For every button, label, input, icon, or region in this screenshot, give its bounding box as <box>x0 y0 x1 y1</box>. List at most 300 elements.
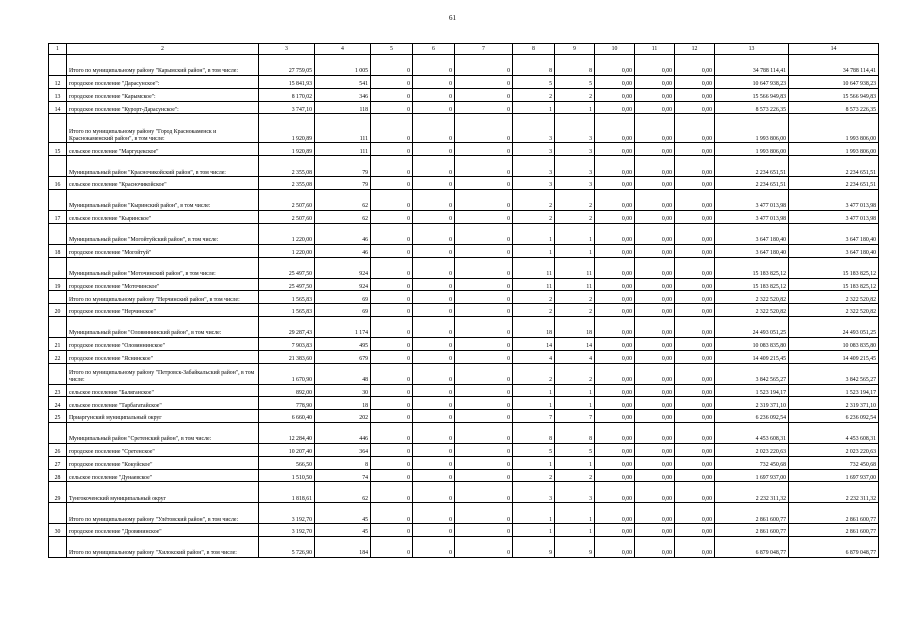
value-cell-c10: 0,00 <box>595 223 635 244</box>
value-cell-c8: 8 <box>513 55 555 76</box>
value-cell-c9: 1 <box>555 223 595 244</box>
row-name-cell: Муниципальный район "Моточинский район", в том числе: <box>67 257 259 278</box>
value-cell-c13: 2 861 600,77 <box>715 524 789 537</box>
row-name-cell: городское поселение "Могойтуй" <box>67 244 259 257</box>
row-number-cell: 19 <box>49 278 67 291</box>
value-cell-c12: 0,00 <box>675 88 715 101</box>
value-cell-c3: 2 507,60 <box>259 189 315 210</box>
value-cell-c14: 8 573 226,35 <box>789 101 879 114</box>
value-cell-c7: 0 <box>455 350 513 363</box>
value-cell-c11: 0,00 <box>635 278 675 291</box>
value-cell-c5: 0 <box>371 76 413 89</box>
value-cell-c8: 1 <box>513 223 555 244</box>
value-cell-c3: 6 660,40 <box>259 410 315 423</box>
value-cell-c12: 0,00 <box>675 537 715 558</box>
value-cell-c9: 8 <box>555 422 595 443</box>
value-cell-c12: 0,00 <box>675 524 715 537</box>
header-cell-7: 7 <box>455 44 513 55</box>
value-cell-c8: 3 <box>513 177 555 190</box>
value-cell-c12: 0,00 <box>675 469 715 482</box>
value-cell-c3: 3 192,70 <box>259 524 315 537</box>
value-cell-c9: 8 <box>555 55 595 76</box>
value-cell-c5: 0 <box>371 223 413 244</box>
row-number-cell <box>49 223 67 244</box>
table-row <box>49 304 879 317</box>
row-number-cell: 22 <box>49 350 67 363</box>
value-cell-c11: 0,00 <box>635 503 675 524</box>
value-cell-c4: 679 <box>315 350 371 363</box>
value-cell-c11: 0,00 <box>635 350 675 363</box>
value-cell-c9: 9 <box>555 537 595 558</box>
row-name-cell: Итого по муниципальному району "Улётовский район", в том числе: <box>67 503 259 524</box>
row-number-cell: 18 <box>49 244 67 257</box>
value-cell-c4: 45 <box>315 524 371 537</box>
value-cell-c11: 0,00 <box>635 363 675 384</box>
value-cell-c7: 0 <box>455 278 513 291</box>
value-cell-c12: 0,00 <box>675 410 715 423</box>
row-name-cell: сельское поселение "Маргуцекское" <box>67 143 259 156</box>
value-cell-c4: 18 <box>315 397 371 410</box>
value-cell-c6: 0 <box>413 210 455 223</box>
value-cell-c12: 0,00 <box>675 257 715 278</box>
value-cell-c13: 1 523 194,17 <box>715 384 789 397</box>
value-cell-c8: 1 <box>513 503 555 524</box>
value-cell-c7: 0 <box>455 257 513 278</box>
value-cell-c10: 0,00 <box>595 537 635 558</box>
value-cell-c8: 11 <box>513 278 555 291</box>
value-cell-c7: 0 <box>455 291 513 304</box>
row-name-cell: городское поселение "Оловяннинское" <box>67 337 259 350</box>
value-cell-c10: 0,00 <box>595 257 635 278</box>
value-cell-c14: 1 993 806,00 <box>789 143 879 156</box>
value-cell-c14: 2 319 371,10 <box>789 397 879 410</box>
value-cell-c5: 0 <box>371 257 413 278</box>
value-cell-c9: 2 <box>555 304 595 317</box>
value-cell-c10: 0,00 <box>595 524 635 537</box>
value-cell-c11: 0,00 <box>635 101 675 114</box>
value-cell-c4: 69 <box>315 304 371 317</box>
value-cell-c7: 0 <box>455 244 513 257</box>
value-cell-c14: 15 183 825,12 <box>789 257 879 278</box>
value-cell-c7: 0 <box>455 304 513 317</box>
value-cell-c3: 892,00 <box>259 384 315 397</box>
value-cell-c5: 0 <box>371 524 413 537</box>
value-cell-c14: 24 493 051,25 <box>789 316 879 337</box>
value-cell-c8: 2 <box>513 304 555 317</box>
value-cell-c6: 0 <box>413 291 455 304</box>
value-cell-c10: 0,00 <box>595 210 635 223</box>
row-number-cell <box>49 291 67 304</box>
value-cell-c3: 1 920,89 <box>259 114 315 143</box>
value-cell-c12: 0,00 <box>675 422 715 443</box>
row-name-cell: сельское поселение "Кыринское" <box>67 210 259 223</box>
value-cell-c4: 111 <box>315 143 371 156</box>
row-number-cell <box>49 316 67 337</box>
value-cell-c13: 2 234 651,51 <box>715 156 789 177</box>
header-cell-13: 13 <box>715 44 789 55</box>
value-cell-c9: 1 <box>555 524 595 537</box>
row-number-cell: 17 <box>49 210 67 223</box>
value-cell-c13: 2 023 220,63 <box>715 443 789 456</box>
value-cell-c4: 8 <box>315 456 371 469</box>
row-number-cell: 15 <box>49 143 67 156</box>
value-cell-c13: 2 319 371,10 <box>715 397 789 410</box>
value-cell-c9: 1 <box>555 244 595 257</box>
value-cell-c5: 0 <box>371 422 413 443</box>
value-cell-c13: 8 573 226,35 <box>715 101 789 114</box>
value-cell-c13: 1 697 937,00 <box>715 469 789 482</box>
value-cell-c11: 0,00 <box>635 456 675 469</box>
value-cell-c14: 1 523 194,17 <box>789 384 879 397</box>
header-row <box>49 44 879 55</box>
value-cell-c7: 0 <box>455 143 513 156</box>
value-cell-c12: 0,00 <box>675 443 715 456</box>
value-cell-c4: 118 <box>315 101 371 114</box>
table-row <box>49 76 879 89</box>
value-cell-c5: 0 <box>371 316 413 337</box>
value-cell-c3: 25 497,50 <box>259 278 315 291</box>
value-cell-c3: 29 287,43 <box>259 316 315 337</box>
value-cell-c8: 2 <box>513 469 555 482</box>
value-cell-c6: 0 <box>413 177 455 190</box>
value-cell-c10: 0,00 <box>595 88 635 101</box>
table-row <box>49 177 879 190</box>
value-cell-c4: 74 <box>315 469 371 482</box>
value-cell-c12: 0,00 <box>675 503 715 524</box>
table-row <box>49 257 879 278</box>
value-cell-c4: 46 <box>315 244 371 257</box>
value-cell-c12: 0,00 <box>675 223 715 244</box>
value-cell-c11: 0,00 <box>635 156 675 177</box>
value-cell-c14: 6 236 092,54 <box>789 410 879 423</box>
value-cell-c14: 4 453 608,31 <box>789 422 879 443</box>
value-cell-c13: 3 647 180,40 <box>715 223 789 244</box>
value-cell-c14: 3 647 180,40 <box>789 223 879 244</box>
row-number-cell: 30 <box>49 524 67 537</box>
header-cell-12: 12 <box>675 44 715 55</box>
row-name-cell: сельское поселение "Баляганское" <box>67 384 259 397</box>
row-number-cell <box>49 189 67 210</box>
row-number-cell <box>49 257 67 278</box>
table-body <box>49 55 879 558</box>
value-cell-c6: 0 <box>413 278 455 291</box>
value-cell-c11: 0,00 <box>635 384 675 397</box>
value-cell-c6: 0 <box>413 410 455 423</box>
value-cell-c11: 0,00 <box>635 337 675 350</box>
value-cell-c13: 2 322 520,82 <box>715 304 789 317</box>
table-row <box>49 363 879 384</box>
value-cell-c4: 111 <box>315 114 371 143</box>
value-cell-c3: 3 192,70 <box>259 503 315 524</box>
value-cell-c9: 14 <box>555 337 595 350</box>
table-row <box>49 316 879 337</box>
value-cell-c14: 34 788 114,41 <box>789 55 879 76</box>
table-row <box>49 443 879 456</box>
value-cell-c14: 15 566 949,83 <box>789 88 879 101</box>
value-cell-c3: 27 759,05 <box>259 55 315 76</box>
header-cell-11: 11 <box>635 44 675 55</box>
value-cell-c4: 924 <box>315 278 371 291</box>
row-number-cell: 21 <box>49 337 67 350</box>
value-cell-c7: 0 <box>455 537 513 558</box>
value-cell-c9: 1 <box>555 101 595 114</box>
value-cell-c5: 0 <box>371 189 413 210</box>
value-cell-c9: 5 <box>555 76 595 89</box>
value-cell-c6: 0 <box>413 422 455 443</box>
value-cell-c10: 0,00 <box>595 503 635 524</box>
value-cell-c6: 0 <box>413 363 455 384</box>
value-cell-c3: 25 497,50 <box>259 257 315 278</box>
value-cell-c10: 0,00 <box>595 363 635 384</box>
row-number-cell: 28 <box>49 469 67 482</box>
value-cell-c3: 7 903,83 <box>259 337 315 350</box>
value-cell-c4: 364 <box>315 443 371 456</box>
value-cell-c8: 18 <box>513 316 555 337</box>
value-cell-c6: 0 <box>413 88 455 101</box>
row-number-cell: 20 <box>49 304 67 317</box>
value-cell-c6: 0 <box>413 101 455 114</box>
value-cell-c9: 2 <box>555 88 595 101</box>
value-cell-c11: 0,00 <box>635 304 675 317</box>
row-name-cell: Муниципальный район "Красночикойский район", в том числе: <box>67 156 259 177</box>
value-cell-c10: 0,00 <box>595 278 635 291</box>
value-cell-c8: 4 <box>513 350 555 363</box>
value-cell-c5: 0 <box>371 350 413 363</box>
value-cell-c8: 5 <box>513 443 555 456</box>
value-cell-c6: 0 <box>413 316 455 337</box>
value-cell-c3: 1 510,50 <box>259 469 315 482</box>
value-cell-c7: 0 <box>455 503 513 524</box>
row-name-cell: Муниципальный район "Сретенский район", в том числе: <box>67 422 259 443</box>
value-cell-c10: 0,00 <box>595 482 635 503</box>
value-cell-c4: 79 <box>315 156 371 177</box>
value-cell-c7: 0 <box>455 114 513 143</box>
row-number-cell: 29 <box>49 482 67 503</box>
value-cell-c6: 0 <box>413 397 455 410</box>
value-cell-c11: 0,00 <box>635 291 675 304</box>
value-cell-c6: 0 <box>413 76 455 89</box>
value-cell-c5: 0 <box>371 443 413 456</box>
value-cell-c6: 0 <box>413 456 455 469</box>
header-cell-1: 1 <box>49 44 67 55</box>
value-cell-c7: 0 <box>455 524 513 537</box>
value-cell-c9: 7 <box>555 410 595 423</box>
table-row <box>49 482 879 503</box>
value-cell-c14: 2 234 651,51 <box>789 156 879 177</box>
value-cell-c7: 0 <box>455 210 513 223</box>
value-cell-c5: 0 <box>371 482 413 503</box>
value-cell-c6: 0 <box>413 482 455 503</box>
value-cell-c3: 1 818,61 <box>259 482 315 503</box>
value-cell-c8: 2 <box>513 210 555 223</box>
value-cell-c14: 2 234 651,51 <box>789 177 879 190</box>
value-cell-c12: 0,00 <box>675 114 715 143</box>
value-cell-c8: 9 <box>513 537 555 558</box>
page-number: 61 <box>449 14 456 22</box>
value-cell-c8: 5 <box>513 76 555 89</box>
row-name-cell: Муниципальный район "Могойтуйский район", в том числе: <box>67 223 259 244</box>
value-cell-c5: 0 <box>371 210 413 223</box>
value-cell-c7: 0 <box>455 482 513 503</box>
row-name-cell: Итого по муниципальному району "Нерчинский район", в том числе: <box>67 291 259 304</box>
value-cell-c8: 1 <box>513 524 555 537</box>
value-cell-c14: 10 647 938,23 <box>789 76 879 89</box>
value-cell-c9: 3 <box>555 482 595 503</box>
table-row <box>49 291 879 304</box>
value-cell-c13: 14 409 215,45 <box>715 350 789 363</box>
value-cell-c10: 0,00 <box>595 456 635 469</box>
value-cell-c5: 0 <box>371 469 413 482</box>
value-cell-c9: 3 <box>555 177 595 190</box>
value-cell-c13: 3 477 013,98 <box>715 189 789 210</box>
value-cell-c12: 0,00 <box>675 143 715 156</box>
value-cell-c8: 2 <box>513 189 555 210</box>
value-cell-c11: 0,00 <box>635 210 675 223</box>
value-cell-c4: 924 <box>315 257 371 278</box>
value-cell-c8: 1 <box>513 397 555 410</box>
value-cell-c13: 3 477 013,98 <box>715 210 789 223</box>
value-cell-c3: 10 207,40 <box>259 443 315 456</box>
header-cell-2: 2 <box>67 44 259 55</box>
value-cell-c11: 0,00 <box>635 537 675 558</box>
value-cell-c3: 15 841,93 <box>259 76 315 89</box>
value-cell-c11: 0,00 <box>635 524 675 537</box>
value-cell-c11: 0,00 <box>635 244 675 257</box>
value-cell-c6: 0 <box>413 55 455 76</box>
row-name-cell: сельское поселение "Красночикойское" <box>67 177 259 190</box>
value-cell-c14: 10 083 835,80 <box>789 337 879 350</box>
value-cell-c5: 0 <box>371 101 413 114</box>
value-cell-c10: 0,00 <box>595 469 635 482</box>
value-cell-c4: 1 005 <box>315 55 371 76</box>
value-cell-c11: 0,00 <box>635 189 675 210</box>
value-cell-c5: 0 <box>371 410 413 423</box>
value-cell-c4: 46 <box>315 223 371 244</box>
value-cell-c10: 0,00 <box>595 156 635 177</box>
table-row <box>49 114 879 143</box>
value-cell-c13: 3 842 565,27 <box>715 363 789 384</box>
value-cell-c12: 0,00 <box>675 384 715 397</box>
value-cell-c4: 1 174 <box>315 316 371 337</box>
value-cell-c11: 0,00 <box>635 55 675 76</box>
row-number-cell <box>49 156 67 177</box>
value-cell-c12: 0,00 <box>675 156 715 177</box>
value-cell-c7: 0 <box>455 363 513 384</box>
value-cell-c8: 11 <box>513 257 555 278</box>
row-name-cell: Тунгокоченский муниципальный округ <box>67 482 259 503</box>
value-cell-c4: 446 <box>315 422 371 443</box>
header-cell-4: 4 <box>315 44 371 55</box>
value-cell-c11: 0,00 <box>635 422 675 443</box>
value-cell-c9: 18 <box>555 316 595 337</box>
value-cell-c3: 2 355,08 <box>259 156 315 177</box>
value-cell-c13: 2 234 651,51 <box>715 177 789 190</box>
value-cell-c6: 0 <box>413 384 455 397</box>
row-name-cell: городское поселение "Нерчинское" <box>67 304 259 317</box>
value-cell-c11: 0,00 <box>635 257 675 278</box>
value-cell-c9: 2 <box>555 363 595 384</box>
row-number-cell <box>49 363 67 384</box>
row-name-cell: Итого по муниципальному району "Карымский район", в том числе: <box>67 55 259 76</box>
value-cell-c5: 0 <box>371 537 413 558</box>
value-cell-c11: 0,00 <box>635 223 675 244</box>
row-number-cell <box>49 55 67 76</box>
value-cell-c3: 21 383,60 <box>259 350 315 363</box>
value-cell-c3: 1 670,90 <box>259 363 315 384</box>
value-cell-c4: 62 <box>315 482 371 503</box>
value-cell-c9: 11 <box>555 257 595 278</box>
table-row <box>49 384 879 397</box>
value-cell-c13: 2 322 520,82 <box>715 291 789 304</box>
value-cell-c3: 778,90 <box>259 397 315 410</box>
value-cell-c5: 0 <box>371 143 413 156</box>
value-cell-c14: 3 477 013,98 <box>789 189 879 210</box>
value-cell-c8: 1 <box>513 456 555 469</box>
value-cell-c14: 2 861 600,77 <box>789 524 879 537</box>
value-cell-c8: 3 <box>513 482 555 503</box>
value-cell-c11: 0,00 <box>635 482 675 503</box>
value-cell-c12: 0,00 <box>675 101 715 114</box>
value-cell-c9: 1 <box>555 456 595 469</box>
value-cell-c3: 1 920,89 <box>259 143 315 156</box>
row-name-cell: Муниципальный район "Кыринский район", в том числе: <box>67 189 259 210</box>
value-cell-c9: 1 <box>555 397 595 410</box>
table-row <box>49 244 879 257</box>
value-cell-c8: 1 <box>513 101 555 114</box>
value-cell-c14: 2 322 520,82 <box>789 304 879 317</box>
value-cell-c8: 2 <box>513 363 555 384</box>
value-cell-c8: 2 <box>513 291 555 304</box>
value-cell-c4: 346 <box>315 88 371 101</box>
table-row <box>49 143 879 156</box>
header-cell-14: 14 <box>789 44 879 55</box>
header-cell-8: 8 <box>513 44 555 55</box>
value-cell-c12: 0,00 <box>675 337 715 350</box>
row-number-cell: 26 <box>49 443 67 456</box>
value-cell-c13: 3 647 180,40 <box>715 244 789 257</box>
value-cell-c13: 2 232 311,32 <box>715 482 789 503</box>
value-cell-c7: 0 <box>455 189 513 210</box>
value-cell-c14: 1 697 937,00 <box>789 469 879 482</box>
value-cell-c8: 8 <box>513 422 555 443</box>
value-cell-c8: 3 <box>513 114 555 143</box>
value-cell-c6: 0 <box>413 443 455 456</box>
value-cell-c10: 0,00 <box>595 397 635 410</box>
row-number-cell <box>49 114 67 143</box>
table-row <box>49 410 879 423</box>
value-cell-c8: 7 <box>513 410 555 423</box>
table-row <box>49 156 879 177</box>
value-cell-c7: 0 <box>455 156 513 177</box>
value-cell-c12: 0,00 <box>675 210 715 223</box>
value-cell-c9: 3 <box>555 143 595 156</box>
table-row <box>49 223 879 244</box>
value-cell-c6: 0 <box>413 350 455 363</box>
value-cell-c10: 0,00 <box>595 422 635 443</box>
row-number-cell <box>49 537 67 558</box>
value-cell-c11: 0,00 <box>635 143 675 156</box>
value-cell-c12: 0,00 <box>675 482 715 503</box>
value-cell-c11: 0,00 <box>635 114 675 143</box>
value-cell-c6: 0 <box>413 524 455 537</box>
row-name-cell: Итого по муниципальному району "Петровск-Забайкальский район", в том числе: <box>67 363 259 384</box>
row-name-cell: городское поселение "Дарасунское": <box>67 76 259 89</box>
row-number-cell <box>49 422 67 443</box>
value-cell-c10: 0,00 <box>595 177 635 190</box>
value-cell-c13: 1 993 806,00 <box>715 114 789 143</box>
value-cell-c14: 2 322 520,82 <box>789 291 879 304</box>
value-cell-c10: 0,00 <box>595 189 635 210</box>
